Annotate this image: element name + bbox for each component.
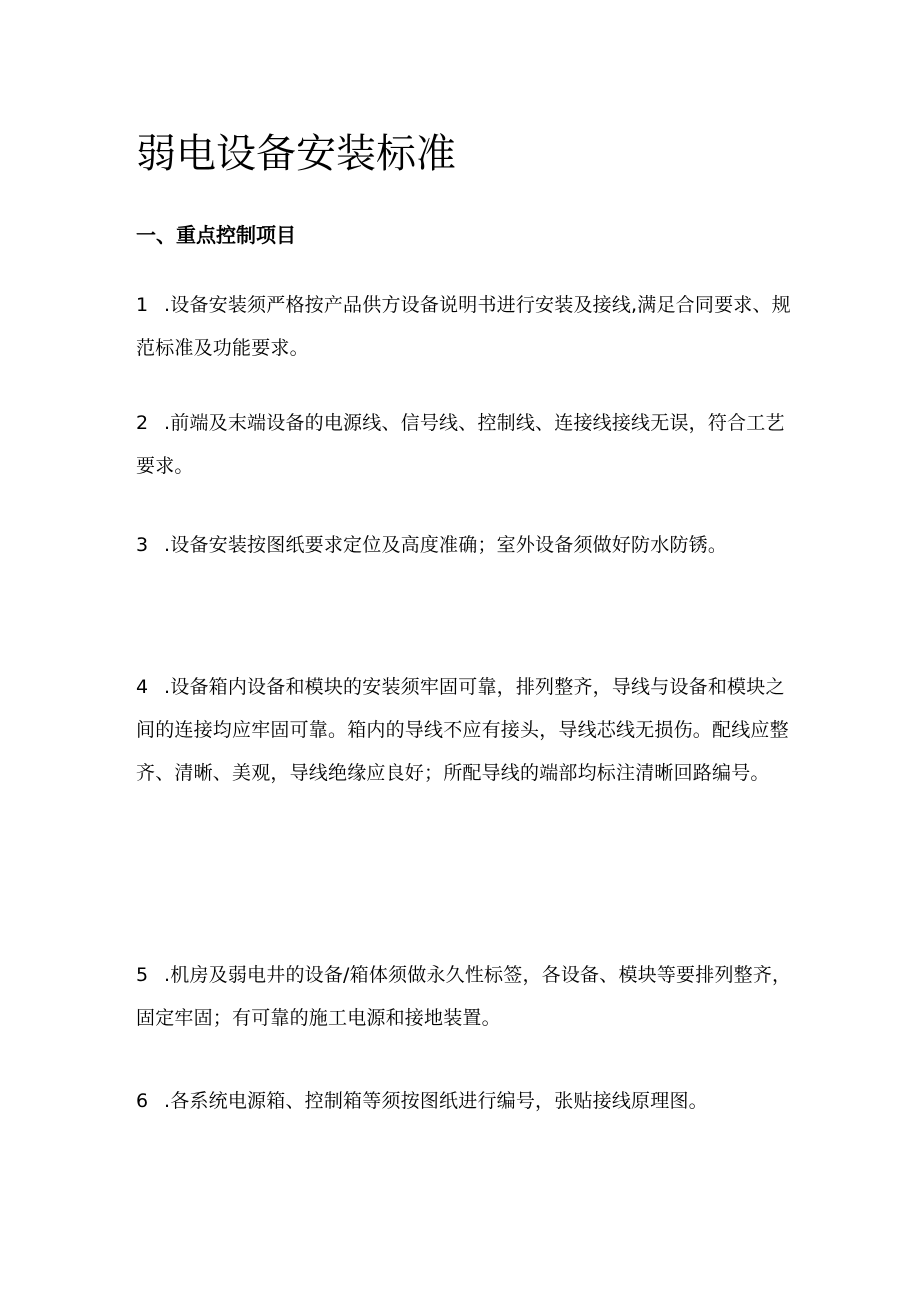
item-text: .设备箱内设备和模块的安装须牢固可靠，排列整齐，导线与设备和模块之间的连接均应牢固可靠。箱内的导线不应有接头，导线芯线无损伤。配线应整齐、清晰、美观，导线绝缘应良好；所配导线的端部均标注清晰回路编号。 bbox=[136, 676, 789, 784]
list-item bbox=[136, 524, 796, 567]
document-title: 弱电设备安装标准 bbox=[136, 131, 456, 177]
list-item bbox=[136, 954, 796, 1040]
list-item bbox=[136, 1080, 796, 1123]
list-item bbox=[136, 284, 796, 370]
item-text: .设备安装按图纸要求定位及高度准确；室外设备须做好防水防锈。 bbox=[164, 534, 728, 556]
section-heading: 一、重点控制项目 bbox=[136, 223, 296, 247]
item-number: 4 bbox=[136, 676, 149, 698]
item-text: .各系统电源箱、控制箱等须按图纸进行编号，张贴接线原理图。 bbox=[164, 1090, 708, 1112]
item-number: 5 bbox=[136, 964, 149, 986]
list-item bbox=[136, 402, 796, 488]
item-number: 3 bbox=[136, 534, 149, 556]
item-text: .机房及弱电井的设备/箱体须做永久性标签，各设备、模块等要排列整齐，固定牢固；有可靠的施工电源和接地装置。 bbox=[136, 964, 792, 1029]
item-number: 1 bbox=[136, 294, 149, 316]
item-number: 2 bbox=[136, 412, 149, 434]
item-text: .前端及末端设备的电源线、信号线、控制线、连接线接线无误，符合工艺要求。 bbox=[136, 412, 785, 477]
list-item bbox=[136, 666, 796, 795]
item-text: .设备安装须严格按产品供方设备说明书进行安装及接线,满足合同要求、规范标准及功能要求。 bbox=[136, 294, 791, 359]
item-number: 6 bbox=[136, 1090, 149, 1112]
